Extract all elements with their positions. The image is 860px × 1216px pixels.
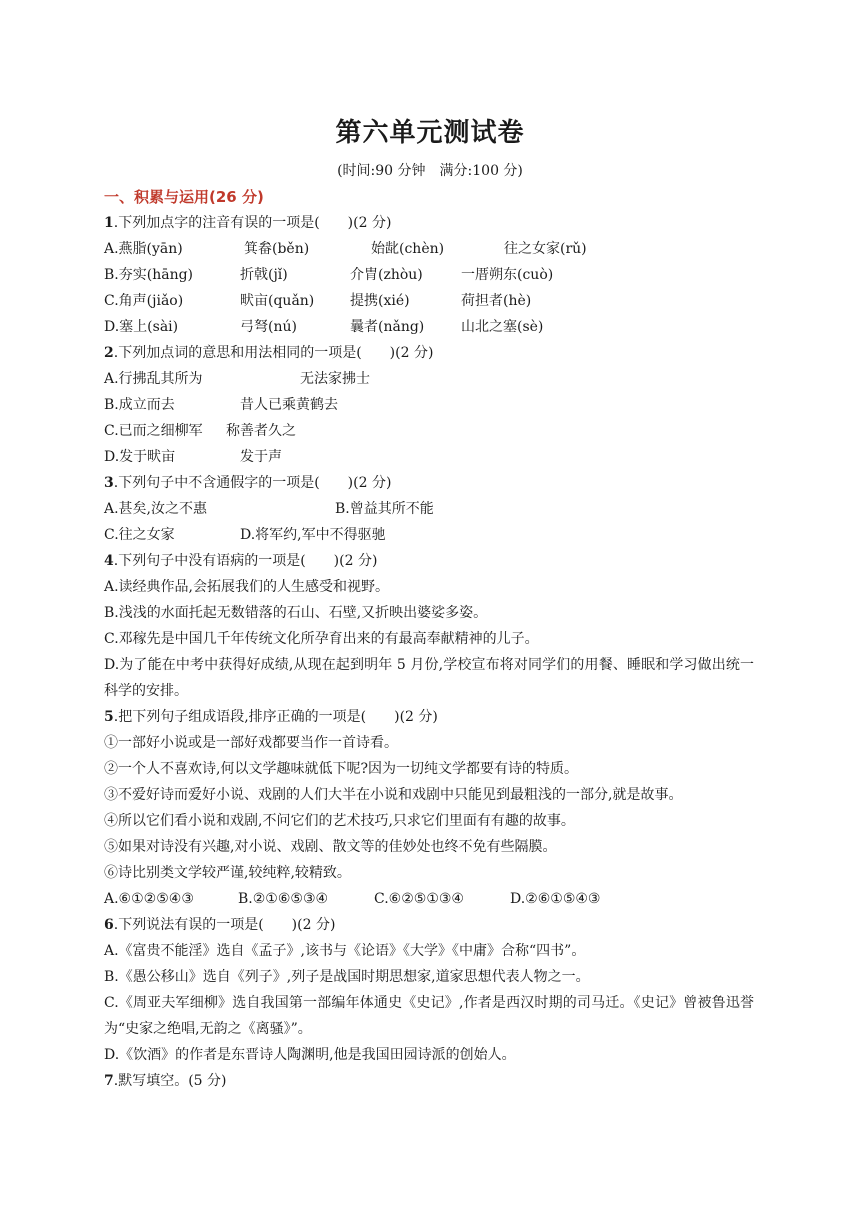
question-1-option-d: D.塞上(sài) 弓弩(nú) 曩者(nǎng) 山北之塞(sè)	[104, 319, 544, 335]
question-5-options: A.⑥①②⑤④③ B.②①⑥⑤③④ C.⑥②⑤①③④ D.②⑥①⑤④③	[104, 891, 601, 907]
question-5-sentence-6: ⑥诗比别类文学较严谨,较纯粹,较精致。	[104, 865, 351, 881]
question-2-option-d: D.发于畎亩 发于声	[104, 449, 282, 465]
question-6-option-c: C.《周亚夫军细柳》选自我国第一部编年体通史《史记》,作者是西汉时期的司马迁。《史记》曾被鲁迅誉为“史家之绝唱,无韵之《离骚》”。	[104, 995, 754, 1037]
question-5-sentence-5: ⑤如果对诗没有兴趣,对小说、戏剧、散文等的佳妙处也终不免有些隔膜。	[104, 839, 557, 855]
exam-info: (时间:90 分钟 满分:100 分)	[337, 163, 523, 179]
question-3-stem: 3.下列句子中不含通假字的一项是( )(2 分)	[104, 475, 392, 491]
question-6-option-a: A.《富贵不能淫》选自《孟子》,该书与《论语》《大学》《中庸》合称“四书”。	[104, 943, 586, 959]
question-5-sentence-4: ④所以它们看小说和戏剧,不问它们的艺术技巧,只求它们里面有有趣的故事。	[104, 813, 575, 829]
question-6-option-d: D.《饮酒》的作者是东晋诗人陶渊明,他是我国田园诗派的创始人。	[104, 1047, 516, 1063]
question-6-stem: 6.下列说法有误的一项是( )(2 分)	[104, 917, 336, 933]
question-1-option-b: B.夯实(hāng) 折戟(jǐ) 介胄(zhòu) 一厝朔东(cuò)	[104, 267, 554, 283]
page-title: 第六单元测试卷	[335, 118, 525, 148]
question-1-option-c: C.角声(jiǎo) 畎亩(quǎn) 提携(xié) 荷担者(hè)	[104, 293, 532, 309]
question-5-stem: 5.把下列句子组成语段,排序正确的一项是( )(2 分)	[104, 709, 438, 725]
question-3-options-ab: A.甚矣,汝之不惠 B.曾益其所不能	[104, 501, 434, 517]
question-4-option-b: B.浅浅的水面托起无数错落的石山、石壁,又折映出婆娑多姿。	[104, 605, 488, 621]
question-2-option-a: A.行拂乱其所为 无法家拂士	[104, 371, 370, 387]
question-5-sentence-1: ①一部好小说或是一部好戏都要当作一首诗看。	[104, 735, 398, 751]
question-4-option-a: A.读经典作品,会拓展我们的人生感受和视野。	[104, 579, 390, 595]
questions	[104, 210, 754, 1094]
question-7-stem: 7.默写填空。(5 分)	[104, 1073, 227, 1089]
section-heading: 一、积累与运用(26 分)	[104, 188, 264, 206]
question-2-stem: 2.下列加点词的意思和用法相同的一项是( )(2 分)	[104, 345, 434, 361]
question-3-options-cd: C.往之女家 D.将军约,军中不得驱驰	[104, 527, 386, 543]
question-2-option-b: B.成立而去 昔人已乘黄鹤去	[104, 397, 338, 413]
question-6-option-b: B.《愚公移山》选自《列子》,列子是战国时期思想家,道家思想代表人物之一。	[104, 969, 590, 985]
question-1-stem: 1.下列加点字的注音有误的一项是( )(2 分)	[104, 215, 392, 231]
question-4-option-d: D.为了能在中考中获得好成绩,从现在起到明年 5 月份,学校宣布将对同学们的用餐、睡眠和学习做出统一科学的安排。	[104, 657, 754, 699]
question-5-sentence-2: ②一个人不喜欢诗,何以文学趣味就低下呢?因为一切纯文学都要有诗的特质。	[104, 761, 578, 777]
question-5-sentence-3: ③不爱好诗而爱好小说、戏剧的人们大半在小说和戏剧中只能见到最粗浅的一部分,就是故事。	[104, 787, 683, 803]
question-1-option-a: A.燕脂(yān) 箕畚(běn) 始龀(chèn) 往之女家(rǔ)	[104, 241, 587, 257]
question-2-option-c: C.已而之细柳军 称善者久之	[104, 423, 296, 439]
question-4-option-c: C.邓稼先是中国几千年传统文化所孕育出来的有最高奉献精神的儿子。	[104, 631, 539, 647]
question-4-stem: 4.下列句子中没有语病的一项是( )(2 分)	[104, 553, 378, 569]
